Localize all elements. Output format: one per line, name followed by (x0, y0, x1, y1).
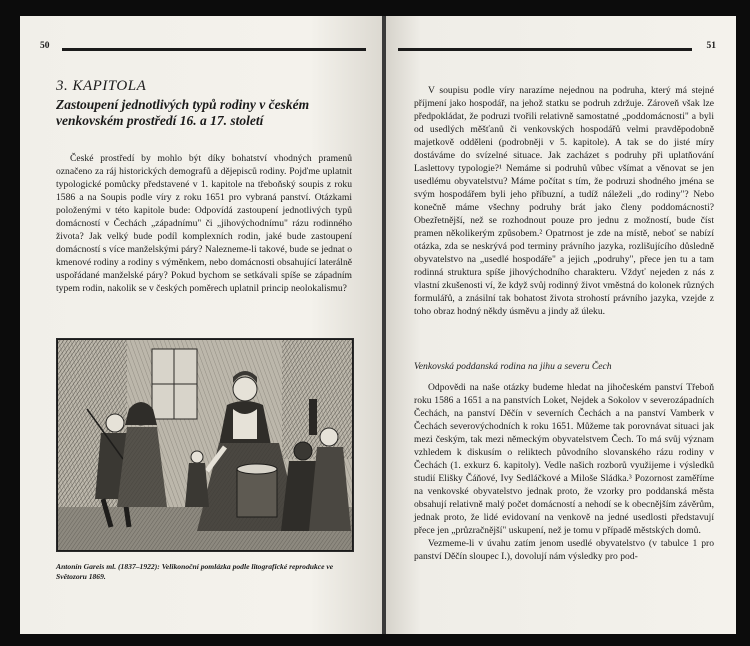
left-page-number: 50 (40, 41, 50, 51)
section-subheading: Venkovská poddanská rodina na jihu a severu Čech (414, 361, 612, 372)
illustration (56, 338, 354, 552)
right-page (386, 16, 736, 634)
right-running-head (398, 41, 716, 54)
chapter-heading (56, 78, 356, 129)
right-paragraph-3: Vezmeme-li v úvahu zatím jenom usedlé obyvatelstvo (v tabulce 1 pro panství Děčín sloupec I.), dovolují nám výsledky pro pod- (414, 538, 714, 562)
chapter-title: Zastoupení jednotlivých typů rodiny v českém venkovském prostředí 16. a 17. století (56, 97, 310, 128)
left-paragraph: České prostředí by mohlo být díky bohatství vhodných pramenů označeno za ráj historických demografů a dějepisců rodiny. Pojďme uplatnit typologické pomůcky představené v 1. kapitole na třeboňský soupis z roku 1586 a na Soupis podle víry z roku 1651 pro vybraná panství. Otázkami položenými v této kapitole bude: Odpovídá zastoupení jednotlivých typů domácností v Čechách „západnímu" či „jihovýchodnímu" rázu rodinného života? Jak velký bude podíl komplexních rodin, jaké bude zastoupení domácností s více manželskými páry? Nalezneme-li takové, bude se jednat o kmenové rodiny a rodiny s výměnkem, nebo domácnosti obsahující laterálně uspořádané manželské páry? Pokud bychom se setkávali spíše se západním typem rodin, nakolik se v českých poměrech uplatnil princip neolokalismu? (56, 153, 352, 294)
left-body-text (56, 152, 352, 295)
right-paragraph-2: Odpovědi na naše otázky budeme hledat na jihočeském panství Třeboň roku 1586 a 1651 a na panstvích Loket, Nejdek a Sokolov v severozápadních Čechách, na panství Děčín v severních Čechách a na panství Vamberk v Čechách severovýchodních k roku 1651. Můžeme tak porovnávat situaci jak mezi českým, tak mezi německým obyvatelstvem Čech. To má svůj význam vzhledem k diskusím o reliktech původního slovanského rázu rodiny v Čechách (1. exkurz 6. kapitoly). Vedle našich rozborů využijeme i výsledků studií Elišky Čáňové, Ivy Sedláčkové a Miloše Sládka.³ Pozornost zaměříme na venkovské obyvatelstvo jednak proto, že vzorky pro poddanská města obsahují relativně malý počet domácností a nehodí se k obecnějším závěrům, jednak proto, že lidé evidovaní na venkově na jedné usedlosti představují přece jen „průzračnější" uskupení, než je tomu v případě městských domů. (414, 382, 714, 536)
right-page-number: 51 (706, 41, 716, 51)
illustration-caption: Antonín Gareis ml. (1837–1922): Velikonoční pomlázka podle litografické reprodukce ve Světozoru 1869. (56, 562, 334, 581)
header-rule (62, 48, 366, 51)
right-body-text-bottom (414, 381, 714, 563)
right-body-text-top (414, 84, 714, 318)
book-spread (20, 16, 736, 634)
left-running-head (40, 41, 366, 54)
left-page (20, 16, 382, 634)
easter-whipping-engraving (57, 339, 353, 551)
header-rule (398, 48, 692, 51)
chapter-number: 3. KAPITOLA (56, 78, 147, 94)
right-paragraph-1: V soupisu podle víry narazíme nejednou na podruha, který má stejné příjmení jako hospodář, na jehož statku se podruh zdržuje. Zároveň však lze předpokládat, že podruzi tvořili relativně samostatné „poddomácnosti" a byli od usedlých měšťanů či venkovských hospodářů velmi pravděpodobně majetkově odděleni (podrobněji v 5. kapitole). A tak se do jisté míry dostáváme do svízelné situace. Jak zacházet s podruhy při uplatňování Laslettovy typologie?¹ Nemáme si podruhů vůbec všímat a věnovat se jen usedlému obyvatelstvu? Máme počítat s tím, že podruzi shodného jména se svým hospodářem byli jeho příbuzní, a tudíž náleželi „do rodiny"? Nebo konečně máme všechny podruhy brát jako členy poddomácnosti? Obezřetnější, než se rozhodnout pouze pro jednu z možností, bude číst pramen několikerým způsobem.² Opatrnost je zde na místě, neboť se nabízí otázka, zda se neskrývá pod terminy právního jazyka, rozlišujícího důsledně obyvatelstvo na „usedlé hospodáře" a jejich „podruhy", přece jen tu a tam rodinná struktura spíše jihovýchodního charakteru. Vždyť nejeden z nás z vlastní zkušenosti ví, že když svůj rodinný život vměstná do kolonek různých formulářů, a znásilní tak bohatost života strohostí právního jazyka, vzejde z toho obraz hodný někdy úsměvu a jindy až úleku. (414, 85, 714, 317)
